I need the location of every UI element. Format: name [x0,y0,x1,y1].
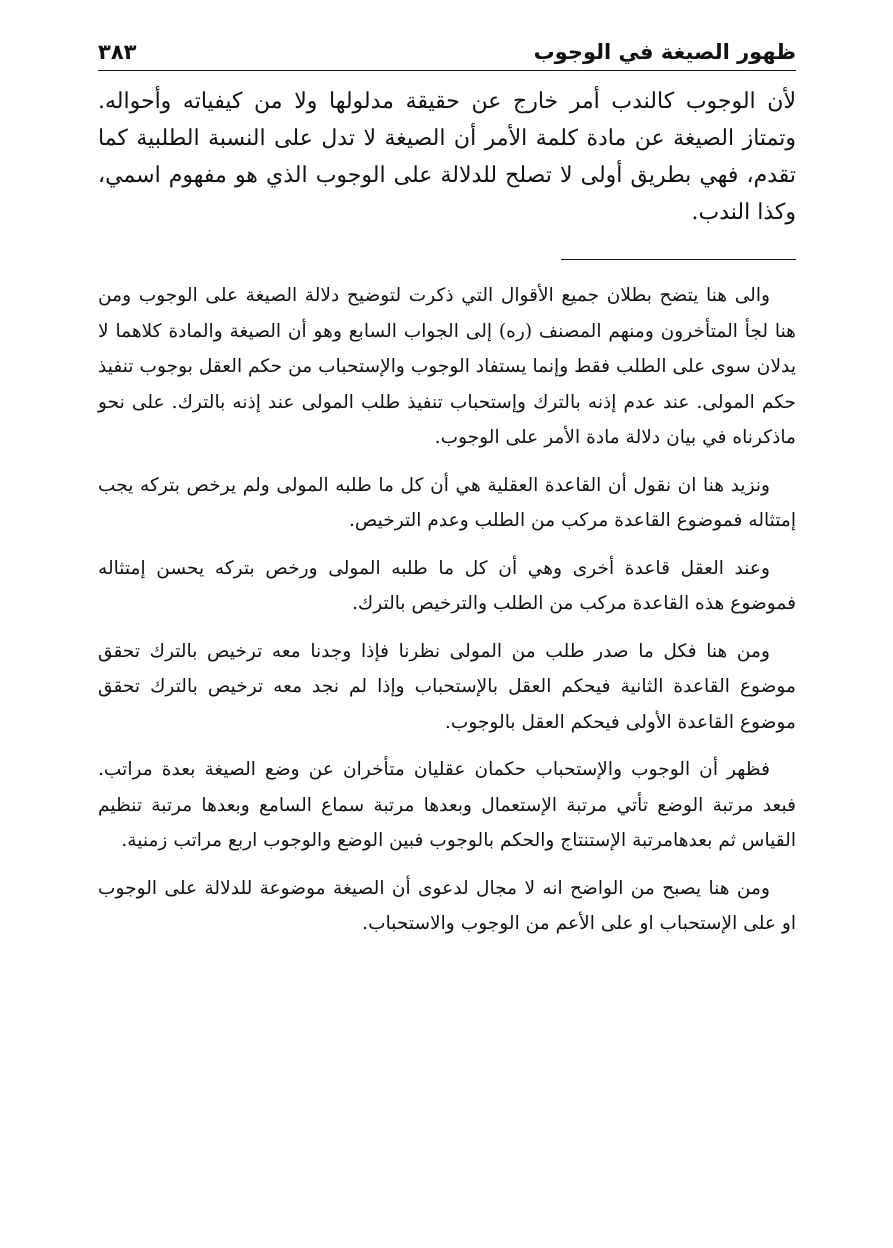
footnotes [98,278,796,942]
running-title: ظهور الصيغة في الوجوب [533,40,796,64]
footnote-paragraph: والى هنا يتضح بطلان جميع الأقوال التي ذكرت لتوضيح دلالة الصيغة على الوجوب ومن هنا لجأ المتأخرون ومنهم المصنف (ره) إلى الجواب السابع وهو أن الصيغة والمادة كلاهما لا يدلان سوى على الطلب فقط وإنما يستفاد الوجوب والإستحباب من حكم العقل بوجوب تنفيذ حكم المولى. عند عدم إذنه بالترك وإستحباب تنفيذ طلب المولى عند إذنه بالترك. على نحو ماذكرناه في بيان دلالة مادة الأمر على الوجوب. [98,285,796,448]
footnote-paragraph: وعند العقل قاعدة أخرى وهي أن كل ما طلبه المولى ورخص بتركه يحسن إمتثاله فموضوع هذه القاعدة مركب من الطلب والترخيص بالترك. [98,557,796,614]
footnote-paragraph: ونزيد هنا ان نقول أن القاعدة العقلية هي أن كل ما طلبه المولى ولم يرخص بتركه يجب إمتثاله فموضوع القاعدة مركب من الطلب وعدم الترخيص. [98,474,796,531]
footnote-paragraph: ومن هنا يصبح من الواضح انه لا مجال لدعوى أن الصيغة موضوعة للدلالة على الوجوب او على الإستحباب او على الأعم من الوجوب والاستحباب. [98,877,796,934]
book-page [98,30,796,954]
footnote-paragraph: ومن هنا فكل ما صدر طلب من المولى نظرنا فإذا وجدنا معه ترخيص بالترك تحقق موضوع القاعدة الثانية فيحكم العقل بالإستحباب وإذا لم نجد معه ترخيص بالترك تحقق موضوع القاعدة الأولى فيحكم العقل بالوجوب. [98,640,796,733]
main-text: لأن الوجوب كالندب أمر خارج عن حقيقة مدلولها ولا من كيفياته وأحواله. وتمتاز الصيغة عن مادة كلمة الأمر أن الصيغة لا تدل على النسبة الطلبية كما تقدم، فهي بطريق أولى لا تصلح للدلالة على الوجوب الذي هو مفهوم اسمي، وكذا الندب. [98,89,796,225]
page-number: ٣٨٣ [98,40,137,64]
footnote-separator [561,259,796,260]
footnote-paragraph: فظهر أن الوجوب والإستحباب حكمان عقليان متأخران عن وضع الصيغة بعدة مراتب. فبعد مرتبة الوضع تأتي مرتبة الإستعمال وبعدها مرتبة سماع السامع وبعدها مرتبة تنظيم القياس ثم بعدهامرتبة الإستنتاج والحكم بالوجوب فبين الوضع والوجوب اربع مراتب زمنية. [98,759,796,851]
running-header [98,30,796,71]
